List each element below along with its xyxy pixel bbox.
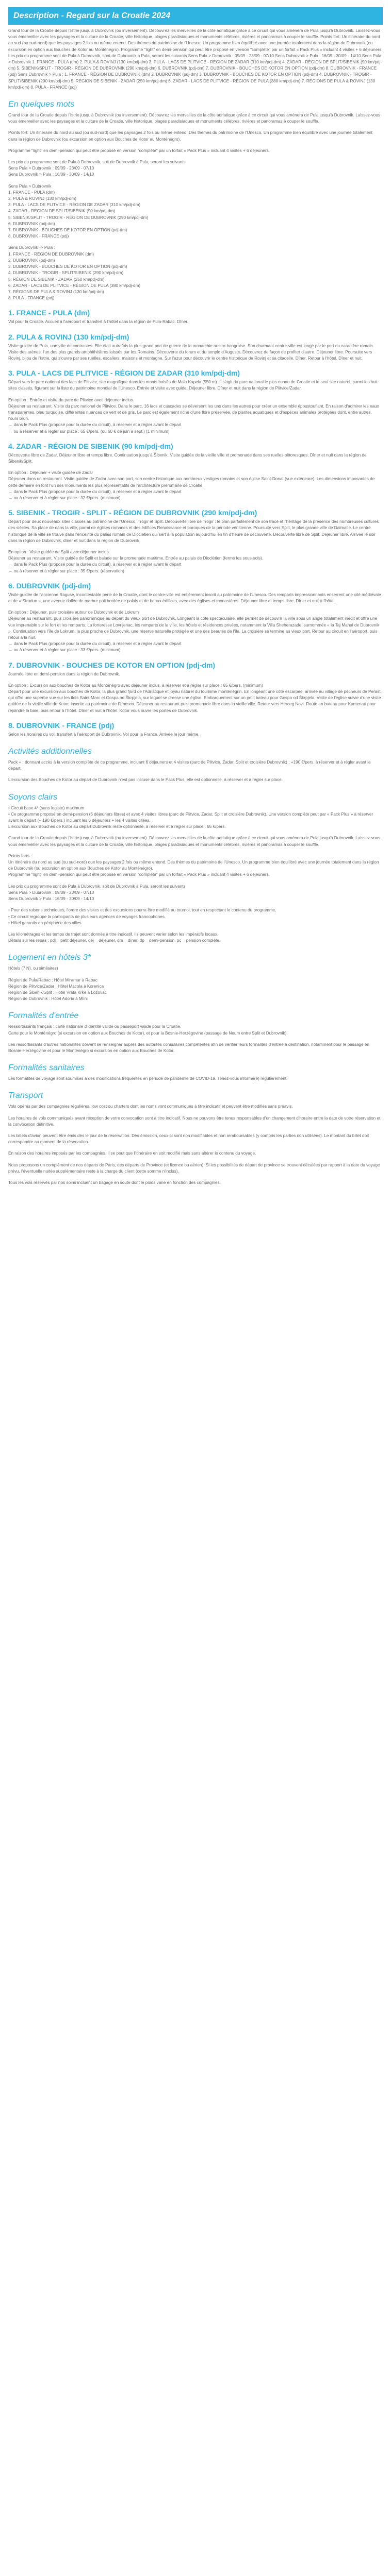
section-title-hotels: Logement en hôtels 3* [8, 953, 91, 962]
section-title-transport: Transport [8, 1091, 43, 1100]
day-title: 3. PULA - LACS DE PLITVICE - RÉGION DE ZADAR (310 km/pdj-dm) [8, 369, 240, 378]
day-paragraph: Visite guidée de l'ancienne Raguse, incontestable perle de la Croatie, dont le centre-ville est entièrement inscrit au patrimoine de l'Unesco. Des remparts impressionnants enserrent une cité médiévale et de « Stradun », une avenue dallée de marbre poli bordée de palais et de beaux édifices, avec des églises et monastères. Déjeuner libre et temps libre. Dîner et nuit à l'hôtel. [8, 592, 381, 603]
day-paragraph: Départ pour deux nouveaux sites classés au patrimoine de l'Unesco. Trogir et Split. Découverte libre de Trogir : le plan parfaitement de son tracé et l'héritage de la présence des nombreuses cultures des siècles. Sa place de dans la ville, parmi de églises romanes et des édifices Renaissance et baroques de la période vénitienne. Poursuite vers Split, le plus grande ville de Dalmatie. Le centre historique de la ville se trouve dans l'enceinte du palais romain de Dioclétien qui sert à la population aujourd'hui en fin d'heure de découverte. Découverte libre de Split. Déjeuner libre. Arrivée le soir dans la région de Dubrovnik, dîner et nuit dans la région de Dubrovnik. [8, 519, 379, 543]
day-paragraph: En option : Déjeuner + visite guidée de Zadar Déjeuner dans un restaurant. Visite guidée de Zadar avec son port, son centre historique aux nombreux vestiges romains et son église Saint-Donat (vue extérieure). Les dimensions imposantes de cette dernière en font l'un des monuments les plus représentatifs de l'architecture préromane de Croatie. → dans le Pack Plus (proposé pour la durée du circuit), à réserver et à régler avant le départ → ou à réserver et à régler sur place : 32 €/pers. (minimum) [8, 470, 375, 500]
intro-section [8, 28, 383, 91]
hotels-section [8, 965, 383, 1002]
sanitaires-paragraph: Les formalités de voyage sont soumises à des modifications fréquentes en période de pandémie de COVID-19. Tenez-vous informé(e) régulièrement. [8, 1076, 288, 1081]
day-title: 2. PULA & ROVINJ (130 km/pdj-dm) [8, 332, 129, 341]
day-title: 6. DUBROVNIK (pdj-dm) [8, 581, 91, 590]
day-paragraph: Départ vers le parc national des lacs de Plitvice, site magnifique dans les monts boisés de Mala Kapela (550 m). Il s'agit du parc national le plus connu de Croatie et le seul site naturel, parmi les huit sites classés, figurant sur la liste du patrimoine mondial de l'Unesco. Entrée et visite avec guide. Déjeuner libre. Dîner et nuit dans la région de Plitvice/Zadar. [8, 380, 378, 391]
savoir-paragraph: Points forts : Un itinéraire du nord au sud (ou sud-nord) que les paysages 2 fois ou même entend. Des thèmes du patrimoine de l'Unesco. Un programme bien équilibré avec une journée totalement dans la région de Dubrovnik (ou excursion en option aux Bouches de Kotor au Monténégro). Programme "light" en demi-pension qui peut être proposé en version "complète" par un forfait « Pack Plus » incluant 4 visites + 6 déjeuners. [8, 853, 379, 877]
itinerary [8, 309, 383, 738]
savoir-paragraph: Les prix du programme sont de Pula à Dubrovnik, soit de Dubrovnik à Pula, seront les suivants Sens Pula > Dubrovnik : 09/09 - 23/09 - 07/10 Sens Dubrovnik > Pula : 16/09 - 30/09 - 14/10 [8, 884, 186, 902]
day-paragraph: Journée libre en demi-pension dans la région de Dubrovnik. [8, 671, 120, 676]
bref-paragraph: Les prix du programme sont de Pula à Dubrovnik, soit de Dubrovnik à Pula, seront les suivants Sens Pula > Dubrovnik : 09/09 - 23/09 - 07/10 Sens Dubrovnik > Pula : 16/09 - 30/09 - 14/10 [8, 160, 186, 177]
day-paragraph: En option : Entrée et visite du parc de Plitvice avec déjeuner inclus. Déjeuner au restaurant. Visite du parc national de Plitvice. Dans le parc, 16 lacs et cascades se déversent les uns dans les autres pour créer un ensemble époustouflant. En raison d'admirer les eaux transparentes, bleu turquoise, différentes nuances de vert et de gris. Le parc est également riche d'une flore préservée, de plantes aquatiques et d'espèces animales protégées dont, entre autres, l'ours brun. → dans le Pack Plus (proposé pour la durée du circuit), à réserver et à régler avant le départ → ou à réserver et à régler sur place : 65 €/pers. (ou 60 € de juin à sept.) (1 minimum) [8, 397, 379, 434]
activites-paragraph: Pack + : donnant accès à la version complète de ce programme, incluant 6 déjeuners et 4 visites (parc de Plitvice, Zadar, Split et croisière Dubrovnik) : +190 €/pers. à réserver et à régler avant le départ. [8, 760, 371, 771]
bref-paragraph: Sens Dubrovnik -> Pula : 1. FRANCE - RÉGION DE DUBROVNIK (dm) 2. DUBROVNIK (pdj-dm) 3. DUBROVNIK - BOUCHES DE KOTOR EN OPTION (pdj-dm) 4. DUBROVNIK - TROGIR - SPLIT/SIBENIK (290 km/pdj-dm) 5. RÉGION DE SIBENIK - ZADAR (250 km/pdj-dm) 6. ZADAR - LACS DE PLITVICE - RÉGION DE PULA (380 km/pdj-dm) 7. RÉGIONS DE PULA & ROVINJ (130 km/pdj-dm) 8. PULA - FRANCE (pdj) [8, 245, 141, 301]
activites-paragraph: L'excursion des Bouches de Kotor au départ de Dubrovnik n'est pas incluse dans le Pack Plus, elle est optionnelle, à réserver et à régler sur place. [8, 777, 283, 783]
savoir-paragraph: Les kilométrages et les temps de trajet sont donnés à titre indicatif. Ils peuvent varier selon les impératifs locaux. Détails sur les repas : pdj = petit déjeuner, déj = déjeuner, dm = dîner, dp = demi-pension, pc = pension complète. [8, 931, 221, 943]
section-title-savoir: Soyons clairs [8, 792, 58, 802]
sanitaires-section [8, 1076, 383, 1082]
bref-section [8, 112, 383, 301]
day-paragraph: Découverte libre de Zadar. Déjeuner libre et temps libre. Continuation jusqu'à Šibenik. Visite guidée de la vieille ville et promenade dans ses ruelles pittoresques. Dîner et nuit dans la région de Šibenik/Split. [8, 452, 367, 464]
day-title: 5. SIBENIK - TROGIR - SPLIT - RÉGION DE DUBROVNIK (290 km/pdj-dm) [8, 509, 257, 517]
transport-section [8, 1104, 383, 1186]
hotels-paragraph: Hôtels (7 N), ou similaires) [8, 966, 58, 971]
intro-text: Grand tour de la Croatie depuis l'Istrie jusqu'à Dubrovnik (ou inversement). Découvrez les merveilles de la côte adriatique grâce à ce circuit qui vous amènera de Pula jusqu'à Dubrovnik. Laissez-vous vous émerveiller avec les paysages et la culture de la Croatie, ville historique, plages paradisiaques et monuments célèbres, rivières et panoramas à couper le souffle. Points fort: Un itinéraire du nord au sud (ou sud-nord) que les paysages 2 fois ou même entend. Des thèmes de patrimoine de l'Unesco. Un programme bien équilibré avec une journée totalement dans la région de Dubrovnik (ou excursion en option aux Bouches de Kotor au Monténégro). Programme "light" en demi-pension qui peut être proposé en version "complète" par un forfait « Pack Plus » incluant 4 visites + 6 déjeuners. Les prix du programme sont de Pula à Dubrovnik, sont de Dubrovnik a Pula, seront les suivants Sens Pula > Dubrovnik : 09/09 - 23/09 - 07/10 Sens Dubrovnik > Pula : 16/09 - 30/09 - 14/10 Sens Pula > Dubrovnik 1. FRANCE - PULA (dm) 2. PULA & ROVINJ (130 km/pdj-dm) 3. PULA - LACS DE PLITVICE - RÉGION DE ZADAR (310 km/pdj-dm) 4. ZADAR - RÉGION DE SPLIT/SIBENIK (90 km/pdj-dm) 5. SIBENIK/SPLIT - TROGIR - RÉGION DE DUBROVNIK (290 km/pdj-dm) 6. DUBROVNIK (pdj-dm) 7. DUBROVNIK - BOUCHES DE KOTOR EN OPTION (pdj-dm) 8. DUBROVNIK - FRANCE (pdj) Sens Dubrovnik > Pula : 1. FRANCE - RÉGION DE DUBROVNIK (dm) 2. DUBROVNIK (pdj-dm) 3. DUBROVNIK - BOUCHES DE KOTOR EN OPTION (pdj-dm) 4. DUBROVNIK - TROGIR - SPLIT/SIBENIK (290 km/pdj-dm) 5. RÉGION DE SIBENIK - ZADAR (250 km/pdj-dm) 6. ZADAR - LACS DE PLITVICE - RÉGION DE PULA (380 km/pdj-dm) 7. RÉGIONS DE PULA & ROVINJ (130 km/pdj-dm) 8. PULA - FRANCE (pdj) [8, 28, 383, 90]
day-paragraph: En option : Visite guidée de Split avec déjeuner inclus Déjeuner au restaurant. Visite guidée de Split et balade sur la promenade maritime. Entrée au palais de Dioclétien (fermé les sous-sols). → dans le Pack Plus (proposé pour la durée du circuit), à réserver et à régler avant le départ → ou à réserver et à régler sur place : 35 €/pers. (réservation) [8, 549, 264, 573]
formalites-section [8, 1024, 383, 1054]
page [0, 0, 391, 1186]
transport-paragraph: Nous proposons un complément de nos départs de Paris, des départs de Province (et licence ou aérien). Si les possibilités de départ de province se trouvent décalées par rapport à la date du voyage prévu, l'éventuelle nuitée supplémentaire reste à la charge du client (cette somme n'inclus). [8, 1162, 380, 1174]
section-title-sanitaires: Formalités sanitaires [8, 1063, 85, 1073]
bref-paragraph: Programme "light" en demi-pension qui peut être proposé en version "complète" par un forfait « Pack Plus » incluant 4 visites + 6 déjeuners. [8, 148, 270, 153]
day-paragraph: En option : Déjeuner, puis croisière autour de Dubrovnik et de Lokrum Déjeuner au restaurant, puis croisière panoramique au départ du vieux port de Dubrovnik. Longeant la côte spectaculaire, elle permet de découvrir la ville sous un angle totalement inédit et offre une vue imprenable sur le fort et les remparts. La forteresse Lovrijenac, les remparts de la ville, les hôtels et résidences privées, notamment la Villa Sheherazade, surnommée « la Taj Mahal de Dubrovnik ». Continuation vers l'île de Lokrum, la plus proche de Dubrovnik, une réserve naturelle protégée et une des beautés de l'île. La croisière se termine au vieux port. Retour au circuit en l'aéroport, puis retour à la nuit. → dans le Pack Plus (proposé pour la durée du circuit), à réserver et à régler avant le départ → ou à réserver et à régler sur place : 33 €/pers. (minimum) [8, 610, 380, 653]
bref-paragraph: Grand tour de la Croatie depuis l'Istrie jusqu'à Dubrovnik (ou inversement). Découvrez les merveilles de la côte adriatique grâce à ce circuit qui vous amènera de Pula jusqu'à Dubrovnik. Laissez-vous vous émerveiller avec les paysages et la culture de la Croatie, ville historique, plages paradisiaques et monuments célèbres, rivières et panoramas à couper le souffle. [8, 113, 380, 124]
day-title: 7. DUBROVNIK - BOUCHES DE KOTOR EN OPTION (pdj-dm) [8, 660, 216, 669]
transport-paragraph: Tous les vols réservés par nos soins incluent un bagage en soute dont le poids varie en fonction des compagnies. [8, 1180, 221, 1185]
day-paragraph: Selon les horaires du vol, transfert à l'aéroport de Dubrovnik. Vol pour la France. Arrivée le jour même. [8, 732, 200, 737]
formalites-paragraph: Les ressortissants d'autres nationalités doivent se renseigner auprès des autorités consulaires compétentes afin de vérifier leurs formalités d'entrée à destination, notamment pour le passage en Bosnie-Herzégovine et pour le Monténégro si excursion en option aux Bouches de Kotor. [8, 1042, 369, 1053]
hotels-paragraph: Région de Pula/Rabac : Hôtel Miramar à Rabac Région de Plitvice/Zadar : Hôtel Macola à Korenica Région de Šibenik/Split : Hôtel Vrata Krke à Lozovac Région de Dubrovnik : Hôtel Adoria à Mlini [8, 977, 107, 1002]
savoir-paragraph: Grand tour de la Croatie depuis l'Istrie jusqu'à Dubrovnik (ou inversement). Découvrez les merveilles de la côte adriatique grâce à ce circuit qui vous amènera de Pula jusqu'à Dubrovnik. Laissez-vous vous émerveiller avec les paysages et la culture de la Croatie, ville historique, plages paradisiaques et monuments célèbres, rivières et panoramas à couper le souffle. [8, 836, 380, 847]
day-paragraph: Vol pour la Croatie. Accueil à l'aéroport et transfert à l'hôtel dans la région de Pula-Rabac. Dîner. [8, 319, 189, 325]
bref-paragraph: Sens Pula > Dubrovnik 1. FRANCE - PULA (dm) 2. PULA & ROVINJ (130 km/pdj-dm) 3. PULA - LACS DE PLITVICE - RÉGION DE ZADAR (310 km/pdj-dm) 4. ZADAR - RÉGION DE SPLIT/SIBENIK (90 km/pdj-dm) 5. SIBENIK/SPLIT - TROGIR - RÉGION DE DUBROVNIK (290 km/pdj-dm) 6. DUBROVNIK (pdj-dm) 7. DUBROVNIK - BOUCHES DE KOTOR EN OPTION (pdj-dm) 8. DUBROVNIK - FRANCE (pdj) [8, 183, 149, 239]
section-title-activites: Activités additionnelles [8, 747, 92, 756]
activites-section [8, 759, 383, 784]
bref-paragraph: Points fort: Un itinéraire du nord au sud (ou sud-nord) que les paysages 2 fois ou même entend. Des thèmes du patrimoine de l'Unesco. Un programme bien équilibré avec une journée totalement dans la région de Dubrovnik (ou excursion en option aux Bouches de Kotor au Monténégro). [8, 130, 373, 142]
day-title: 8. DUBROVNIK - FRANCE (pdj) [8, 721, 115, 730]
day-title: 4. ZADAR - RÉGION DE SIBENIK (90 km/pdj-dm) [8, 442, 173, 450]
transport-paragraph: En raison des horaires imposés par les compagnies, il se peut que l'itinéraire en soit modifié mais sans altérer le contenu du voyage. [8, 1151, 256, 1156]
savoir-paragraph: • Circuit base 4* (sans logiste) maximum • Ce programme proposé en demi-pension (6 déjeuners libres) et avec 4 visites libres (parc de Plitvice, Zadar, Split et croisière Dubrovnik). Une version complète peut par « Pack Plus » à réserver avant le départ (+ 190 €/pers.) incluant les 6 déjeuners + les 4 visites citées. L'excursion aux Bouches de Kotor au départ Dubrovnik reste optionnelle, à réserver et à régler sur place : 65 €/pers. [8, 805, 373, 829]
savoir-paragraph: • Pour des raisons techniques, l'ordre des visites et des excursions pourra être modifié au tournoi, tout en respectant le contenu du programme. • Ce circuit regroupe la participants de plusieurs agences de voyages francophones. • Hôtel garantis en périphérie des villes. [8, 908, 276, 925]
page-banner: Description - Regard sur la Croatie 2024 [8, 7, 383, 25]
transport-paragraph: Les horaires de vols communiqués avant réception de votre convocation sont à titre indicatif. Nous ne pouvons être tenus responsables d'un changement d'horaire entre la date de votre réservation et la convocation définitive. [8, 1115, 381, 1127]
section-title-formalites: Formalités d'entrée [8, 1011, 79, 1021]
savoir-section [8, 805, 383, 944]
transport-paragraph: Vols opérés par des compagnies régulières, low cost ou charters dont les noms vont communiqués à titre indicatif et peuvent être modifiés sans préavis. [8, 1104, 293, 1109]
transport-paragraph: Les billets d'avion peuvent être émis dès le jour de la réservation. Dès émission, ceux-ci sont non modifiables et non remboursables (y compris les parties non utilisées). Le montant du billet doit correspondre au moment de la réservation. [8, 1133, 369, 1145]
day-paragraph: Visite guidée de Pula, une ville de contrastes. Elle était autrefois la plus grand port de guerre de la monarchie austro-hongroise. Son charmant centre-ville est longé par le port du caractère romain. Visite des arènes, l'un des plus grands amphithéâtres laissés par les Romains. Découverte du forum et du temple d'Auguste. Découvrez de façon de profiter d'autre. Déjeuner libre. Poursuite vers Rovinj, bijou de l'Istrie, qui s'ouvre par ses ruelles, escaliers, maisons et montagne. Sur l'azur pour découvrir le centre historique de Rovinj et sa citadelle. Dîner. Retour à l'hôtel. Dîner et nuit. [8, 343, 374, 361]
formalites-paragraph: Ressortissants français : carte nationale d'identité valide ou passeport valide pour la Croatie. Carte pour le Monténégro (si excursion en option aux Bouches de Kotor), et pour la Bosnie-Herzégovine (passage de Neum entre Split et Dubrovnik). [8, 1024, 288, 1036]
section-title-bref: En quelques mots [8, 100, 75, 109]
day-title: 1. FRANCE - PULA (dm) [8, 309, 90, 317]
day-paragraph: En option : Excursion aux bouches de Kotor au Monténégro avec déjeuner inclus, à réserver et à régler sur place : 65 €/pers. (minimum) Départ pour une excursion aux bouches de Kotor, la plus grand fjord de l'Adriatique et joyau naturel du tourisme monténégrin. En longeant une côte escarpée, arrivée au village de pêcheurs de Perast, qui offre une superbe vue sur les îlots Saint-Marc et Gospa od Škrpjela, sur lequel se dresse une église. Embarquement sur un petit bateau pour Gospa od Škrpjela. Visite de l'église suivie d'une visite guidée de la vieille ville de Kotor, inscrite au patrimoine de l'Unesco. Déjeuner au restaurant puis promenade libre dans la vieille ville. Retour vers Herceg Novi. Route en bateau pour Kamenari pour rejoindre la baie, puis retour à l'hôtel. Dîner et nuit à l'hôtel. Kotor vous ouvre les portes de Dubrovnik. [8, 683, 382, 713]
